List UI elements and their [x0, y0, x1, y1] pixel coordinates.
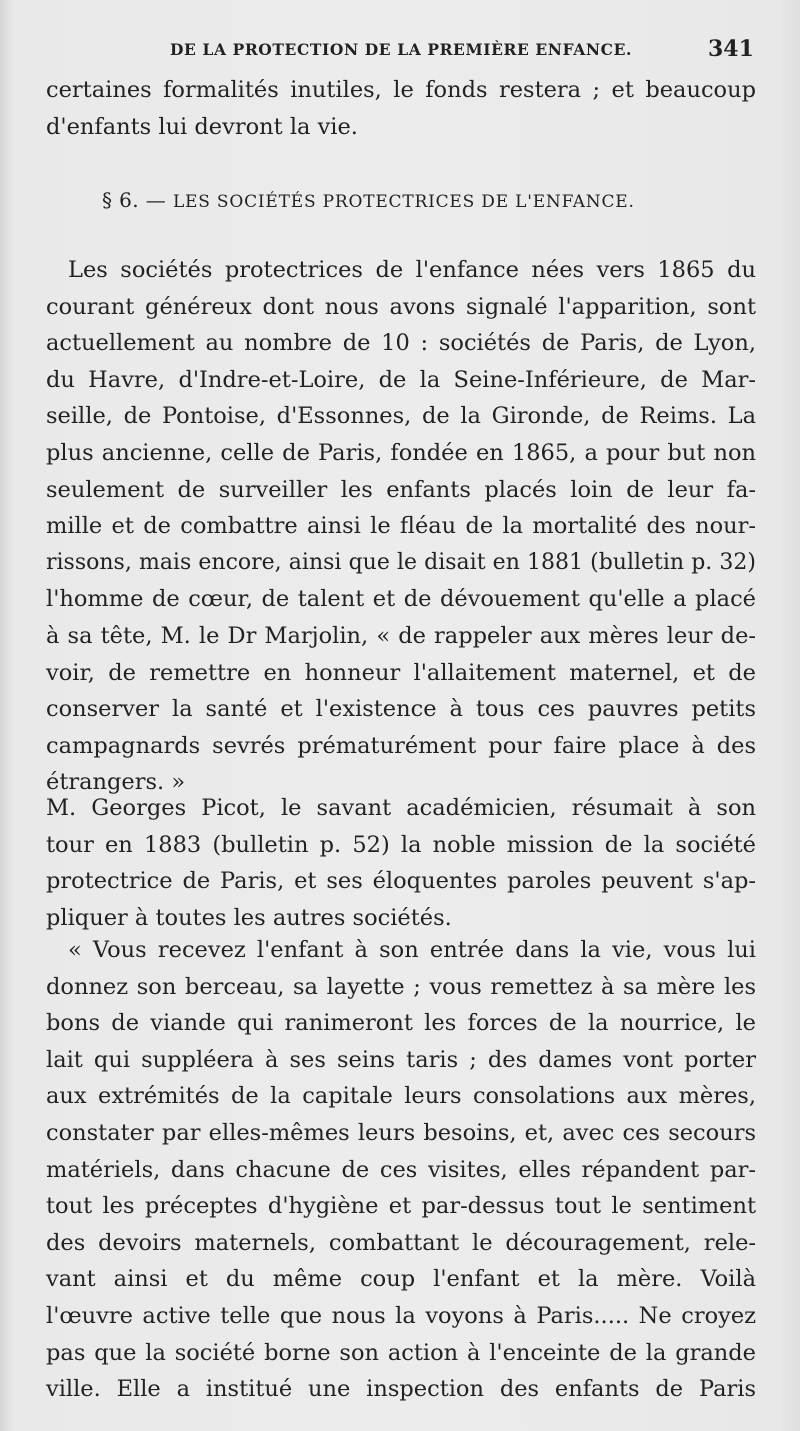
paragraph-3 [46, 790, 756, 936]
text-line: « Vous recevez l'enfant à son entrée dans la vie, vous lui [68, 937, 756, 963]
text-line: d'enfants lui devront la vie. [46, 113, 358, 140]
text-line: plus ancienne, celle de Paris, fondée en 1865, a pour but non [46, 439, 756, 466]
text-line: M. Georges Picot, le savant académicien, résumait à son [46, 795, 756, 821]
text-line: conserver la santé et l'existence à tous ces pauvres petits [46, 696, 756, 723]
section-heading [102, 188, 635, 212]
text-line: pliquer à toutes les autres sociétés. [46, 904, 452, 931]
text-line: aux extrémités de la capitale leurs consolations aux mères, [46, 1083, 756, 1110]
text-line: l'œuvre active telle que nous la voyons à Paris..... Ne croyez [46, 1302, 756, 1329]
text-line: l'homme de cœur, de talent et de dévouement qu'elle a placé [46, 586, 756, 613]
text-line: constater par elles-mêmes leurs besoins, et, avec ces secours [46, 1119, 756, 1146]
section-title: LES SOCIÉTÉS PROTECTRICES DE L'ENFANCE. [172, 192, 635, 212]
text-line: tout les préceptes d'hygiène et par-dessus tout le sentiment [46, 1193, 756, 1220]
text-line: du Havre, d'Indre-et-Loire, de la Seine-Inférieure, de Mar- [46, 366, 756, 393]
text-line: ville. Elle a institué une inspection des enfants de Paris [46, 1376, 756, 1403]
text-line: matériels, dans chacune de ces visites, elles répandent par- [46, 1156, 756, 1183]
paragraph-2 [46, 252, 756, 801]
text-line: étrangers. » [46, 769, 186, 796]
text-line: pas que la société borne son action à l'enceinte de la grande [46, 1339, 756, 1366]
running-title: DE LA PROTECTION DE LA PREMIÈRE ENFANCE. [170, 40, 633, 59]
text-line: lait qui suppléera à ses seins taris ; des dames vont porter [46, 1046, 756, 1073]
text-line: des devoirs maternels, combattant le découragement, rele- [46, 1229, 756, 1256]
text-line: certaines formalités inutiles, le fonds restera ; et beaucoup [46, 77, 756, 103]
text-line: tour en 1883 (bulletin p. 52) la noble mission de la société [46, 831, 756, 858]
text-line: actuellement au nombre de 10 : sociétés de Paris, de Lyon, [46, 330, 756, 357]
paragraph-1 [46, 72, 756, 145]
text-line: voir, de remettre en honneur l'allaitement maternel, et de [46, 659, 756, 686]
text-line: campagnards sevrés prématurément pour faire place à des [46, 732, 756, 759]
text-line: donnez son berceau, sa layette ; vous remettez à sa mère les [46, 973, 756, 1000]
text-line: courant généreux dont nous avons signalé l'apparition, sont [46, 293, 756, 320]
text-line: rissons, mais encore, ainsi que le disait en 1881 (bulletin p. 32) [46, 549, 756, 575]
text-line: protectrice de Paris, et ses éloquentes paroles peuvent s'ap- [46, 868, 756, 895]
text-line: à sa tête, M. le Dr Marjolin, « de rappeler aux mères leur de- [46, 622, 756, 649]
text-line: bons de viande qui ranimeront les forces de la nourrice, le [46, 1010, 756, 1037]
running-head [0, 34, 800, 64]
text-line: seulement de surveiller les enfants placés loin de leur fa- [46, 476, 756, 503]
text-line: Les sociétés protectrices de l'enfance nées vers 1865 du [68, 257, 756, 283]
text-line: seille, de Pontoise, d'Essonnes, de la Gironde, de Reims. La [46, 403, 756, 430]
text-line: vant ainsi et du même coup l'enfant et la mère. Voilà [46, 1266, 756, 1293]
section-number: § 6. — [102, 188, 167, 212]
text-line: mille et de combattre ainsi le fléau de la mortalité des nour- [46, 513, 756, 540]
page-number: 341 [708, 36, 754, 62]
paragraph-4 [46, 932, 756, 1408]
